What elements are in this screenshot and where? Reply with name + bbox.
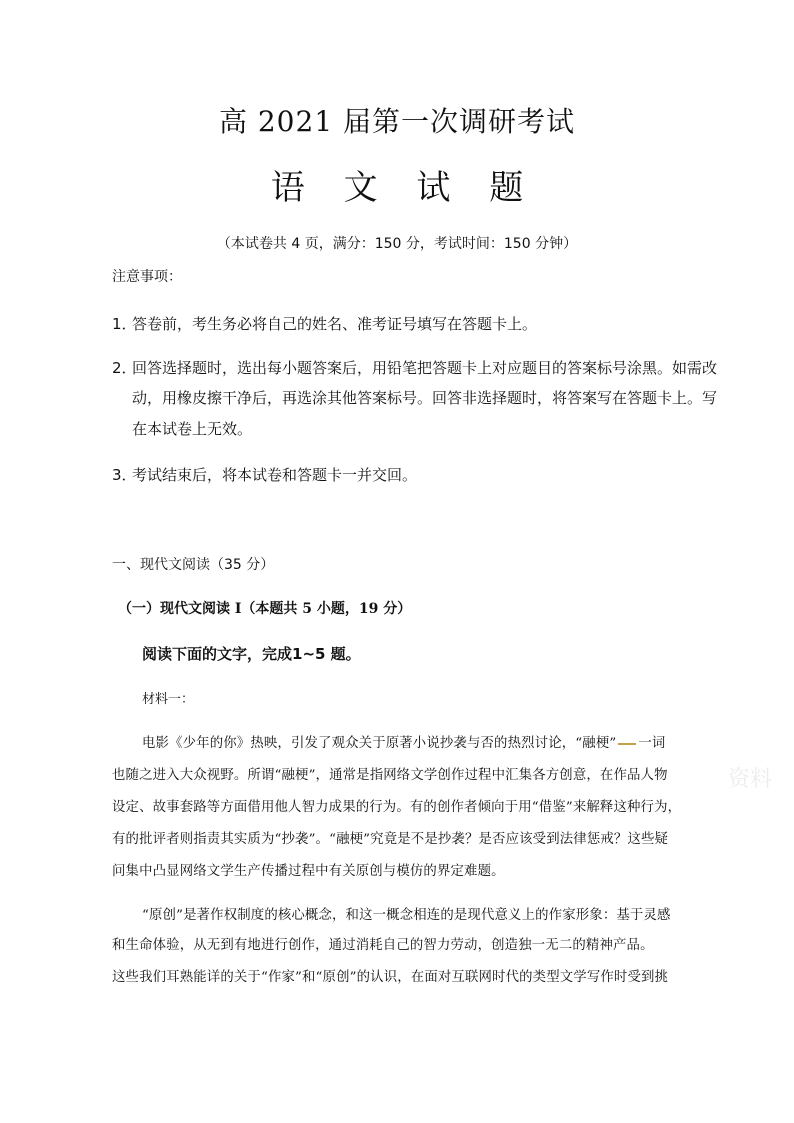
passage-text: 一词: [638, 736, 666, 751]
passage-line: 设定、故事套路等方面借用他人智力成果的行为。有的创作者倾向于用“借鉴”来解释这种行为，: [112, 800, 682, 815]
exam-title: 高 2021 届第一次调研考试: [218, 105, 576, 138]
note-text: 回答选择题时，选出每小题答案后，用铅笔把答题卡上对应题目的答案标号涂黑。如需改: [132, 359, 718, 377]
note-number: 3．: [112, 466, 137, 484]
watermark: 资料: [728, 767, 773, 792]
passage-line: 这些我们耳熟能详的关于“作家”和“原创”的认识，在面对互联网时代的类型文学写作时受到挑: [112, 970, 669, 985]
note-text: 在本试卷上无效。: [132, 420, 253, 438]
passage-line: 也随之进入大众视野。所谓“融梗”，通常是指网络文学创作过程中汇集各方创意，在作品人物: [112, 768, 668, 783]
note-number: 2．: [112, 359, 137, 377]
passage-text: 电影《少年的你》热映，引发了观众关于原著小说抄袭与否的热烈讨论，“融梗”: [142, 736, 617, 751]
note-text: 答卷前，考生务必将自己的姓名、准考证号填写在答题卡上。: [132, 315, 538, 333]
notes-label: 注意事项：: [112, 269, 182, 285]
passage-line: “原创”是著作权制度的核心概念，和这一概念相连的是现代意义上的作家形象：基于灵感: [142, 908, 671, 923]
passage-line: 问集中凸显网络文学生产传播过程中有关原创与模仿的界定难题。: [112, 864, 505, 879]
passage-line: 有的批评者则指责其实质为“抄袭”。“融梗”究竟是不是抄袭？是否应该受到法律惩戒？这些疑: [112, 832, 669, 847]
material-label: 材料一：: [142, 692, 195, 707]
note-text: 动，用橡皮擦干净后，再选涂其他答案标号。回答非选择题时，将答案写在答题卡上。写: [132, 389, 718, 407]
reading-instruction: 阅读下面的文字，完成1~5 题。: [142, 645, 361, 663]
dash-mark: [618, 743, 636, 745]
exam-info: （本试卷共 4 页，满分：150 分，考试时间：150 分钟）: [216, 236, 578, 252]
passage-line: [142, 732, 665, 751]
note-number: 1．: [112, 315, 137, 333]
note-text: 考试结束后，将本试卷和答题卡一并交回。: [132, 466, 418, 484]
sub-heading: （一）现代文阅读 I（本题共 5 小题，19 分）: [118, 601, 412, 617]
subject-title: 语 文 试 题: [270, 168, 538, 208]
section-heading: 一、现代文阅读（35 分）: [112, 557, 275, 573]
passage-line: 和生命体验，从无到有地进行创作，通过消耗自己的智力劳动，创造独一无二的精神产品。: [112, 938, 654, 953]
